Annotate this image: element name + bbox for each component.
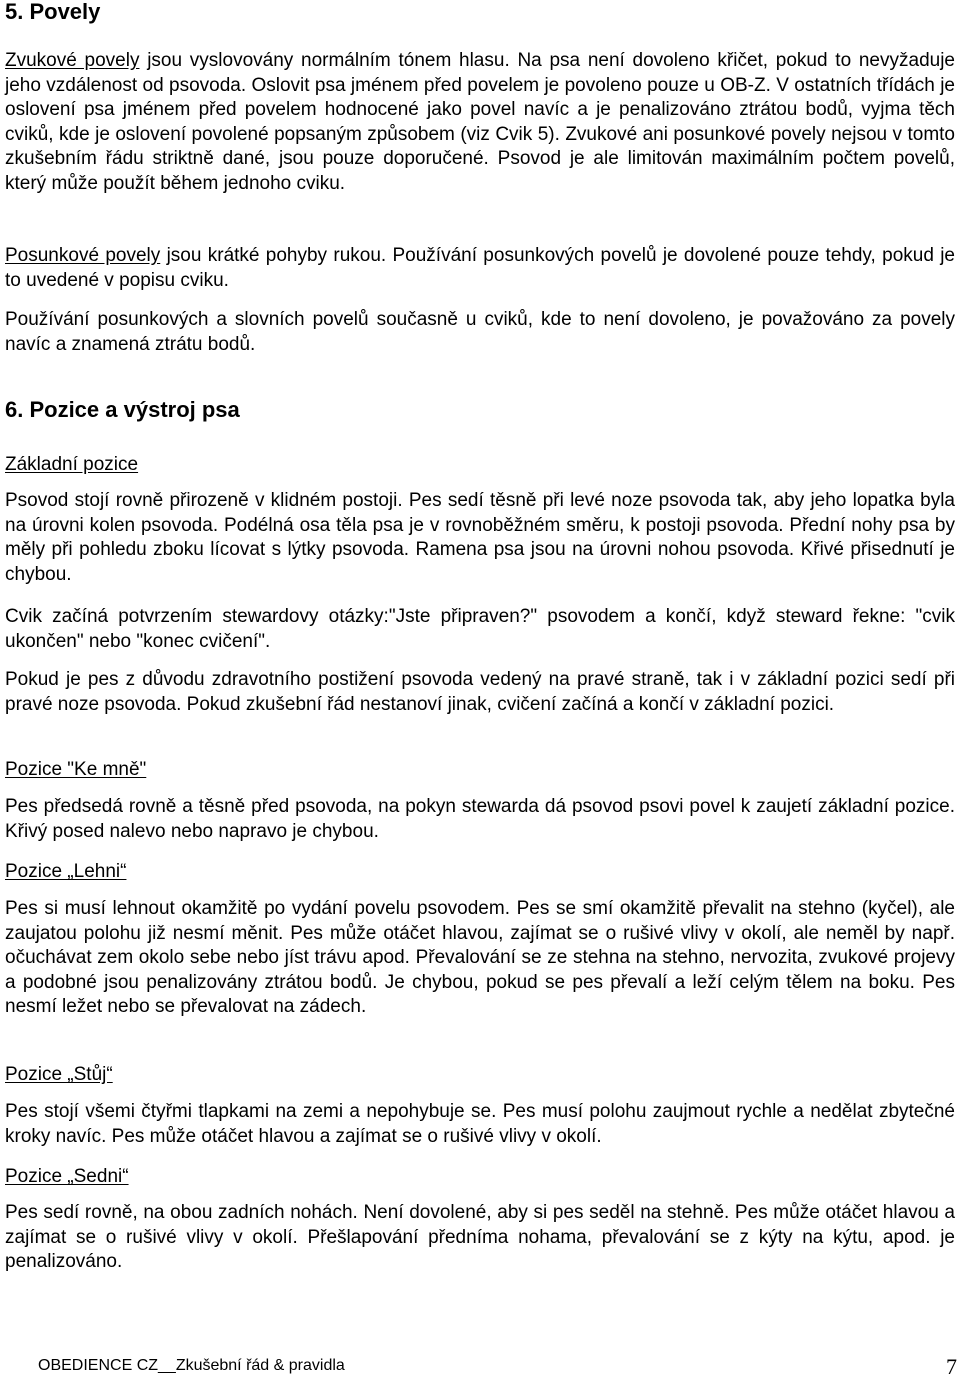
hand-signals-text: jsou krátké pohyby rukou. Používání posunkových povelů je dovolené pouze tehdy, pokud je to uvedené v popisu cviku. (5, 245, 955, 291)
stand-position-text: Pes stojí všemi čtyřmi tlapkami na zemi a nepohybuje se. Pes musí polohu zaujmout rychle a nedělat zbytečné kroky navíc. Pes může otáčet hlavou a zajímat se o rušivé vlivy v okolí. (5, 1101, 955, 1147)
exercise-start-text: Cvik začíná potvrzením stewardovy otázky:"Jste připraven?" psovodem a končí, když steward řekne: "cvik ukončen" nebo "konec cvičení". (5, 606, 955, 652)
section-5-heading: 5. Povely (5, 0, 101, 24)
subheading-down-position (5, 860, 955, 885)
subheading-sit-position (5, 1165, 955, 1190)
paragraph-stand-position (5, 1100, 955, 1149)
down-position-title: Pozice „Lehni“ (5, 861, 127, 882)
basic-position-title: Základní pozice (5, 454, 139, 475)
right-side-text: Pokud je pes z důvodu zdravotního postižení psovoda vedený na pravé straně, tak i v základní pozici sedí při pravé noze psovoda. Pokud zkušební řád nestanoví jinak, cvičení začíná a končí v základní pozici. (5, 669, 955, 715)
footer-title: OBEDIENCE CZ__Zkušební řád & pravidla (38, 1357, 345, 1374)
stand-position-title: Pozice „Stůj“ (5, 1064, 113, 1085)
sit-position-title: Pozice „Sedni“ (5, 1166, 129, 1187)
paragraph-down-position (5, 897, 955, 1020)
paragraph-exercise-start (5, 605, 955, 654)
paragraph-sit-position (5, 1201, 955, 1275)
paragraph-basic-position (5, 489, 955, 587)
paragraph-hand-signals (5, 244, 955, 293)
paragraph-sound-commands (5, 49, 955, 196)
combined-commands-text: Používání posunkových a slovních povelů současně u cviků, kde to není dovoleno, je považováno za povely navíc a znamená ztrátu bodů. (5, 309, 955, 355)
paragraph-right-side (5, 668, 955, 717)
sound-commands-text: jsou vyslovovány normálním tónem hlasu. Na psa není dovoleno křičet, pokud to nevyžaduje jeho vzdálenost od psovoda. Oslovit psa jménem před povelem je povoleno pouze u OB-Z. V ostatních třídách je oslovení psa jménem před povelem hodnocené jako povel navíc a je penalizováno ztrátou bodů, vyjma těch cviků, kde je oslovení povolené popsaným způsobem (viz Cvik 5). Zvukové ani posunkové povely nejsou v tomto zkušebním řádu striktně dané, jsou pouze doporučené. Psovod je ale limitován maximálním počtem povelů, který může použít během jednoho cviku. (5, 50, 955, 194)
paragraph-combined-commands (5, 308, 955, 357)
sound-commands-term: Zvukové povely (5, 50, 140, 71)
subheading-basic-position (5, 453, 955, 478)
down-position-text: Pes si musí lehnout okamžitě po vydání povelu psovodem. Pes se smí okamžitě převalit na stehno (kyčel), ale zaujatou polohu již nesmí měnit. Pes může otáčet hlavou, zajímat se o rušivé vlivy v okolí, ale neměl by např. očuchávat zem okolo sebe nebo jíst trávu apod. Převalování se ze stehna na stehno, nervozita, zvukové projevy a podobné jsou penalizovány ztrátou bodů. Je chybou, pokud se pes převalí a leží celým tělem na boku. Pes nesmí ležet nebo se převalovat na zádech. (5, 898, 955, 1017)
paragraph-come-position (5, 795, 955, 844)
page-number: 7 (946, 1354, 957, 1379)
basic-position-text: Psovod stojí rovně přirozeně v klidném postoji. Pes sedí těsně při levé noze psovoda tak, aby jeho lopatka byla na úrovni kolen psovoda. Podélná osa těla psa je v rovnoběžném směru, k postoji psovoda. Přední nohy psa by měly při pohledu zboku lícovat s lýtky psovoda. Ramena psa jsou na úrovni nohou psovoda. Křivé přisednutí je chybou. (5, 490, 955, 585)
hand-signals-term: Posunkové povely (5, 245, 161, 266)
subheading-stand-position (5, 1063, 955, 1088)
section-6-heading: 6. Pozice a výstroj psa (5, 397, 240, 422)
sit-position-text: Pes sedí rovně, na obou zadních nohách. Není dovolené, aby si pes seděl na stehně. Pes může otáčet hlavou a zajímat se o rušivé vlivy v okolí. Přešlapování předníma nohama, převalování se z kýty na kýtu, apod. je penalizováno. (5, 1202, 955, 1272)
subheading-come-position (5, 758, 955, 783)
come-position-title: Pozice "Ke mně" (5, 759, 147, 780)
come-position-text: Pes předsedá rovně a těsně před psovoda, na pokyn stewarda dá psovod psovi povel k zaujetí základní pozice. Křivý posed nalevo nebo napravo je chybou. (5, 796, 955, 842)
